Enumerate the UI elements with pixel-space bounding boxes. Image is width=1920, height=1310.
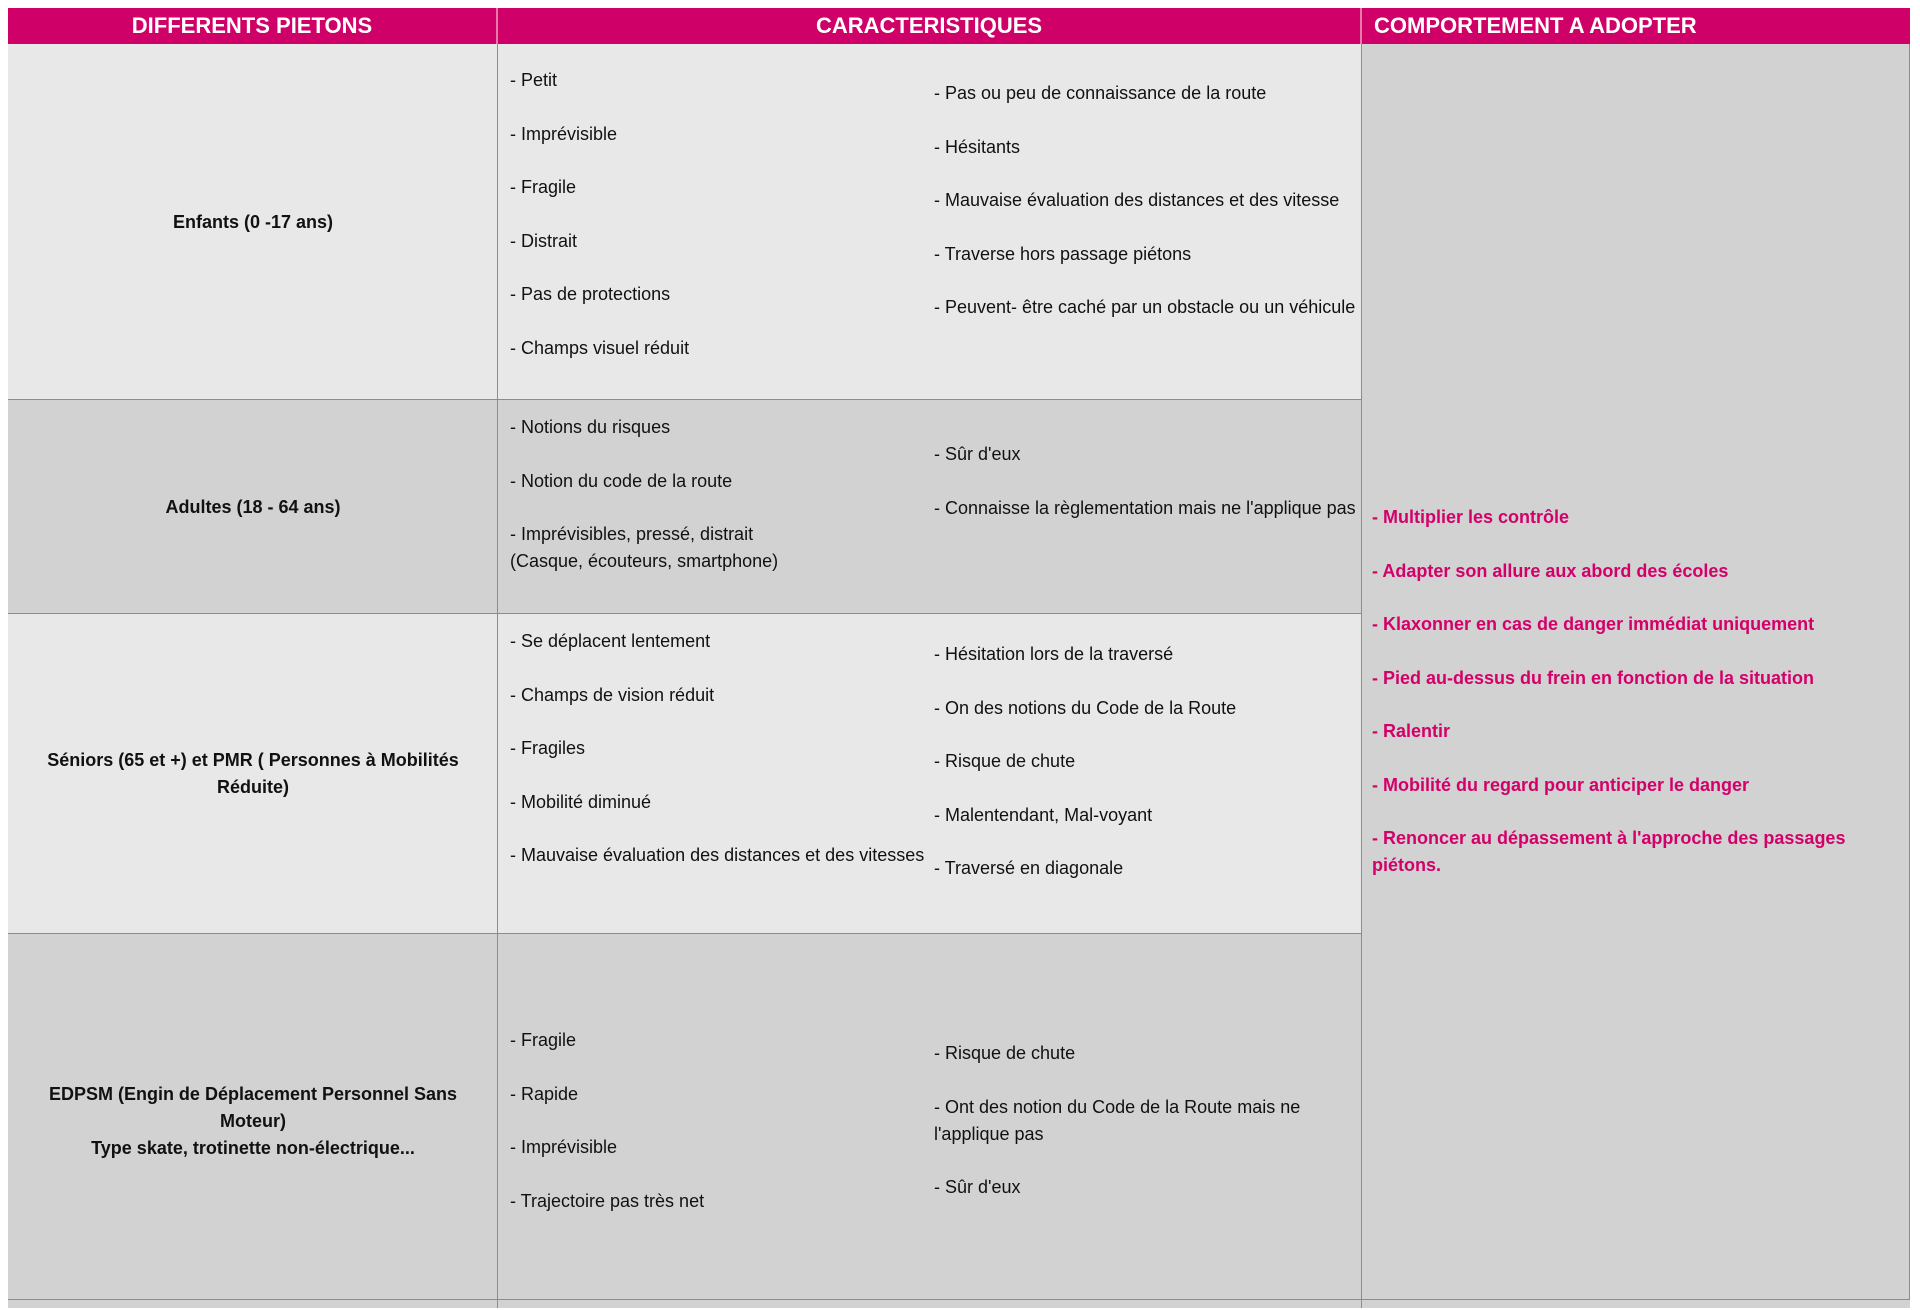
list-item: - Pas ou peu de connaissance de la route	[934, 83, 1267, 103]
adultes-left-list	[510, 414, 930, 575]
list-item: - Imprévisibles, pressé, distrait	[510, 524, 754, 544]
list-item: - Imprévisible	[510, 1137, 618, 1157]
list-item: - On des notions du Code de la Route	[934, 697, 1237, 718]
behaviour-list	[1372, 504, 1912, 879]
list-item: - Champs visuel réduit	[510, 337, 690, 358]
list-item: - Connaisse la règlementation mais ne l'applique pas	[934, 497, 1356, 518]
list-item: (Casque, écouteurs, smartphone)	[510, 551, 779, 571]
header-caracteristiques: CARACTERISTIQUES	[498, 8, 1360, 44]
row-name-enfants: Enfants (0 -17 ans)	[8, 44, 498, 400]
list-item: - Notion du code de la route	[510, 470, 733, 491]
row-name-adultes: Adultes (18 - 64 ans)	[8, 400, 498, 614]
enfants-right-list	[934, 80, 1364, 321]
pedestrian-table	[8, 8, 1910, 1300]
row-name-edpsm	[8, 934, 498, 1308]
list-item: - Fragile	[510, 1030, 577, 1050]
behaviour-item: - Ralentir	[1372, 721, 1451, 741]
list-item: - Sûr d'eux	[934, 1177, 1021, 1197]
list-item: - Hésitants	[934, 136, 1021, 157]
behaviour-item: - Adapter son allure aux abord des écoles	[1372, 560, 1729, 581]
list-item: - Peuvent- être caché par un obstacle ou un véhicule	[934, 297, 1356, 317]
adultes-right-list	[934, 441, 1364, 522]
list-item: - Petit	[510, 70, 558, 90]
header-comportement: COMPORTEMENT A ADOPTER	[1362, 8, 1910, 44]
list-item: - Pas de protections	[510, 284, 671, 304]
list-item: - Sûr d'eux	[934, 444, 1021, 464]
list-item: - Imprévisible	[510, 123, 618, 144]
list-item: - Fragiles	[510, 738, 586, 758]
list-item: - Distrait	[510, 230, 577, 251]
list-item: - Champs de vision réduit	[510, 684, 715, 705]
grid-line	[8, 933, 1362, 934]
edpsm-name-line2: Type skate, trotinette non-électrique...	[91, 1137, 415, 1158]
list-item: - Notions du risques	[510, 417, 671, 437]
list-item: - Traverse hors passage piétons	[934, 243, 1192, 264]
list-item: - Fragile	[510, 177, 577, 197]
grid-line	[8, 1299, 1910, 1300]
seniors-left-list	[510, 628, 930, 869]
list-item: - Risque de chute	[934, 751, 1076, 771]
behaviour-item: - Pied au-dessus du frein en fonction de la situation	[1372, 667, 1815, 688]
list-item: - Malentendant, Mal-voyant	[934, 804, 1153, 825]
header-pietons: DIFFERENTS PIETONS	[8, 8, 496, 44]
list-item: - Rapide	[510, 1083, 579, 1104]
list-item: - Hésitation lors de la traversé	[934, 644, 1174, 664]
enfants-left-list	[510, 67, 930, 362]
behaviour-item: - Renoncer au dépassement à l'approche des passages piétons.	[1372, 828, 1846, 875]
seniors-right-list	[934, 641, 1364, 882]
behaviour-item: - Multiplier les contrôle	[1372, 507, 1570, 527]
behaviour-item: - Klaxonner en cas de danger immédiat uniquement	[1372, 614, 1815, 634]
list-item: - Risque de chute	[934, 1043, 1076, 1063]
behaviour-item: - Mobilité du regard pour anticiper le danger	[1372, 774, 1750, 795]
edpsm-right-list	[934, 1040, 1364, 1201]
edpsm-left-list	[510, 1027, 930, 1215]
grid-line	[497, 44, 498, 1308]
list-item: - Mobilité diminué	[510, 791, 652, 812]
list-item: - Mauvaise évaluation des distances et des vitesse	[934, 190, 1340, 210]
list-item: - Mauvaise évaluation des distances et des vitesses	[510, 845, 925, 865]
row-name-seniors: Séniors (65 et +) et PMR ( Personnes à Mobilités Réduite)	[8, 614, 498, 934]
list-item: - Trajectoire pas très net	[510, 1190, 705, 1211]
edpsm-name-line1: EDPSM (Engin de Déplacement Personnel Sans Moteur)	[48, 1083, 458, 1131]
list-item: - Se déplacent lentement	[510, 631, 711, 651]
list-item: l'applique pas	[934, 1123, 1044, 1144]
grid-line	[8, 613, 1362, 614]
list-item: - Ont des notion du Code de la Route mais ne	[934, 1096, 1301, 1117]
grid-line	[8, 399, 1362, 400]
list-item: - Traversé en diagonale	[934, 858, 1124, 878]
